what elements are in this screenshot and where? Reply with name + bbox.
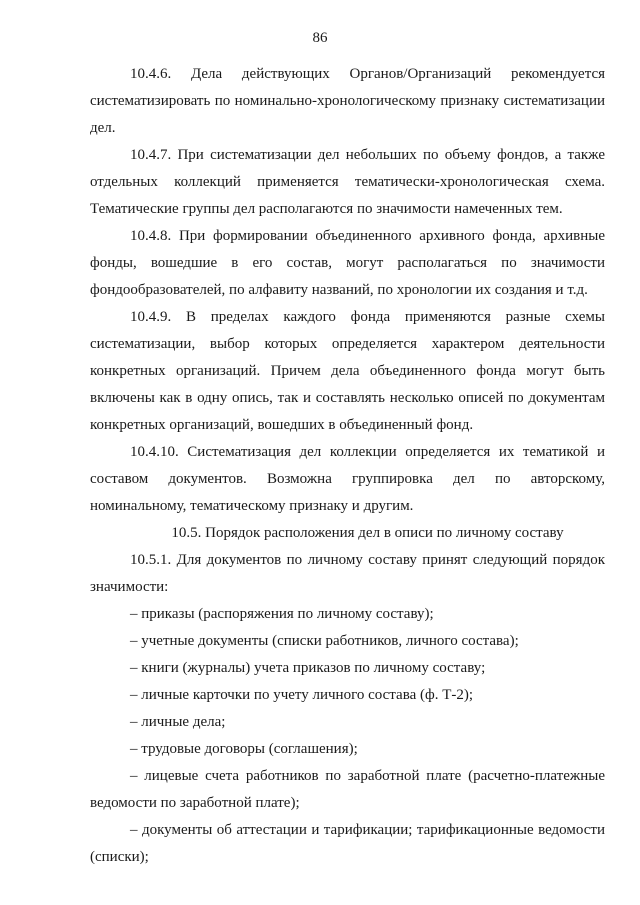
list-item: – книги (журналы) учета приказов по личному составу; — [130, 660, 486, 676]
paragraph-10-4-9: 10.4.9. В пределах каждого фонда применяются разные схемы систематизации, выбор которых определяется характером деятельности конкретных организаций. Причем дела объединенного фонда могут быть включены как в одну опись, так и составлять несколько описей по документам конкретных организаций, вошедших в объединенный фонд. — [90, 309, 605, 433]
paragraph-10-5-1: 10.5.1. Для документов по личному составу принят следующий порядок значимости: — [90, 552, 605, 595]
list-item: – личные дела; — [130, 714, 226, 730]
paragraph-10-4-6: 10.4.6. Дела действующих Органов/Организаций рекомендуется систематизировать по номинально-хронологическому признаку систематизации дел. — [90, 66, 605, 136]
paragraph-10-4-8: 10.4.8. При формировании объединенного архивного фонда, архивные фонды, вошедшие в его состав, могут располагаться по значимости фондообразователей, по алфавиту названий, по хронологии их создания и т.д. — [90, 228, 605, 298]
list-item: – приказы (распоряжения по личному составу); — [130, 606, 434, 622]
section-heading: 10.5. Порядок расположения дел в описи по личному составу — [171, 525, 564, 541]
list-item: – трудовые договоры (соглашения); — [130, 741, 358, 757]
list-item: – учетные документы (списки работников, личного состава); — [130, 633, 519, 649]
list-item: – документы об аттестации и тарификации; тарификационные ведомости (списки); — [90, 822, 605, 865]
document-body — [90, 61, 605, 871]
page-number: 86 — [312, 30, 328, 46]
list-item: – личные карточки по учету личного состава (ф. Т-2); — [130, 687, 474, 703]
paragraph-10-4-10: 10.4.10. Систематизация дел коллекции определяется их тематикой и составом документов. Возможна группировка дел по авторскому, номинальному, тематическому признаку и другим. — [90, 444, 605, 514]
list-item: – лицевые счета работников по заработной плате (расчетно-платежные ведомости по заработной плате); — [90, 768, 605, 811]
paragraph-10-4-7: 10.4.7. При систематизации дел небольших по объему фондов, а также отдельных коллекций применяется тематически-хронологическая схема. Тематические группы дел располагаются по значимости намеченных тем. — [90, 147, 605, 217]
